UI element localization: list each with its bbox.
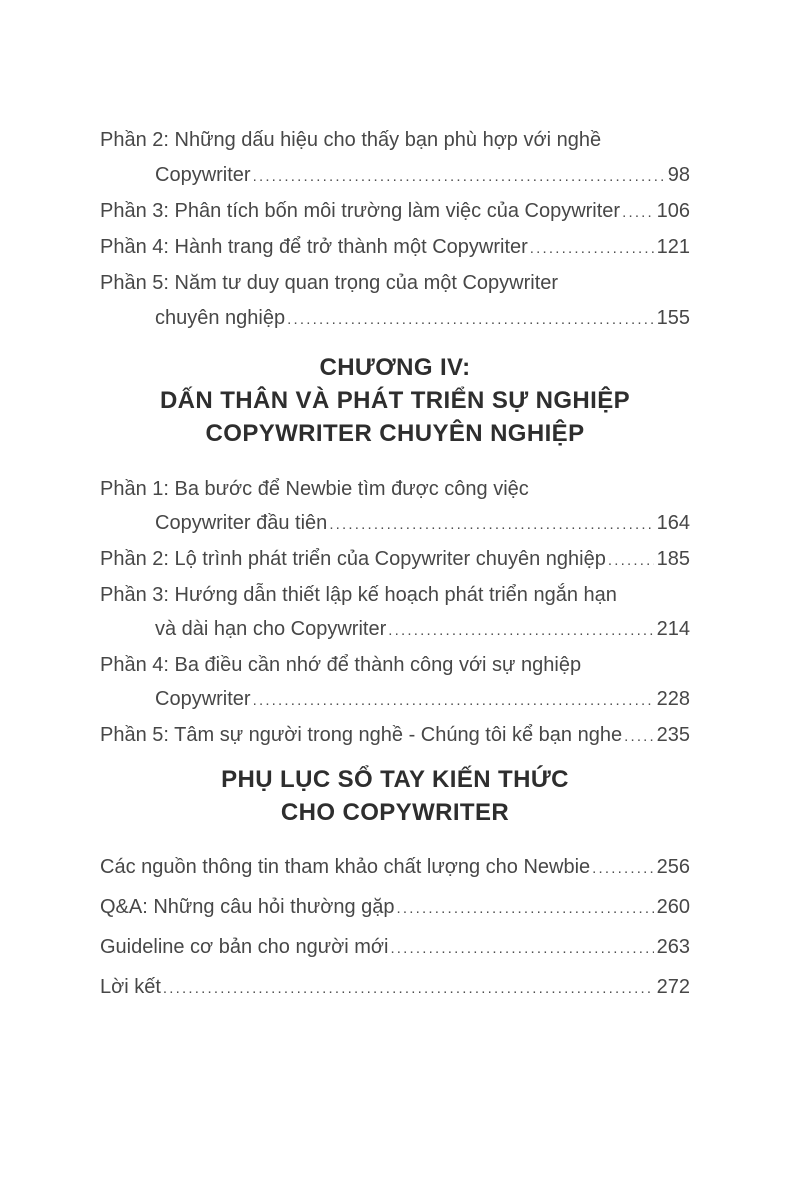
toc-entry-text: Phần 2: Những dấu hiệu cho thấy bạn phù hợp với nghề [100, 129, 602, 151]
page-number: 235 [656, 724, 690, 746]
toc-entry [100, 648, 690, 718]
appendix-toc-block [100, 848, 690, 1008]
page-number: 106 [656, 200, 690, 222]
toc-entry-line [100, 848, 690, 888]
toc-entry-line [100, 542, 690, 578]
toc-entry-text: Phần 5: Tâm sự người trong nghề - Chúng tôi kể bạn nghe [100, 724, 623, 746]
dot-leader [592, 848, 653, 888]
chapter-heading-line: COPYWRITER CHUYÊN NGHIỆP [205, 420, 585, 447]
page-number: 214 [656, 618, 690, 640]
dot-leader [253, 158, 665, 194]
toc-entry [100, 266, 690, 337]
toc-entry-text: Phần 4: Ba điều cần nhớ để thành công với sự nghiệp [100, 654, 582, 676]
toc-entry [100, 578, 690, 648]
chapter-heading-line: DẤN THÂN VÀ PHÁT TRIỂN SỰ NGHIỆP [159, 387, 631, 414]
dot-leader [624, 718, 654, 754]
toc-entry-text: Q&A: Những câu hỏi thường gặp [100, 896, 395, 918]
appendix-heading-line: PHỤ LỤC SỔ TAY KIẾN THỨC [221, 766, 569, 793]
toc-entry-line [100, 472, 690, 506]
chapter4-toc-block [100, 472, 690, 754]
toc-entry-text: Phần 4: Hành trang để trở thành một Copywriter [100, 236, 528, 258]
dot-leader [388, 612, 653, 648]
toc-entry-text: Phần 5: Năm tư duy quan trọng của một Copywriter [100, 272, 559, 294]
toc-entry-text: Phần 3: Hướng dẫn thiết lập kế hoạch phát triển ngắn hạn [100, 584, 617, 606]
toc-entry-line [100, 158, 690, 194]
toc-entry-line [100, 928, 690, 968]
toc-entry [100, 542, 690, 578]
toc-entry-line [100, 682, 690, 718]
toc-entry-line [100, 506, 690, 542]
dot-leader [390, 928, 653, 968]
toc-entry-text: Phần 3: Phân tích bốn môi trường làm việc của Copywriter [100, 200, 621, 222]
dot-leader [622, 194, 654, 230]
toc-entry-text: Các nguồn thông tin tham khảo chất lượng cho Newbie [100, 856, 591, 878]
page-number: 260 [656, 896, 690, 918]
chapter4-heading [100, 351, 690, 450]
page-number: 256 [656, 856, 690, 878]
page-number: 228 [656, 688, 690, 710]
appendix-heading [100, 763, 690, 829]
dot-leader [530, 230, 654, 266]
dot-leader [287, 301, 654, 337]
chapter3-toc-block [100, 123, 690, 337]
toc-entry-line [100, 578, 690, 612]
dot-leader [329, 506, 653, 542]
toc-entry-text: Copywriter [155, 688, 251, 710]
toc-entry [100, 718, 690, 754]
toc-entry-line [100, 888, 690, 928]
page-number: 272 [656, 976, 690, 998]
toc-entry-line [100, 648, 690, 682]
toc-entry-line [100, 301, 690, 337]
toc-entry [100, 968, 690, 1008]
page-number: 98 [667, 164, 690, 186]
toc-entry-line [100, 612, 690, 648]
toc-entry-text: Lời kết [100, 976, 161, 998]
toc-entry [100, 230, 690, 266]
chapter-heading-line: CHƯƠNG IV: [319, 354, 471, 381]
dot-leader [163, 968, 654, 1008]
toc-entry-text: Phần 1: Ba bước để Newbie tìm được công việc [100, 478, 529, 500]
toc-entry [100, 194, 690, 230]
toc-entry-line [100, 266, 690, 301]
page-number: 263 [656, 936, 690, 958]
dot-leader [608, 542, 654, 578]
toc-entry-text: Guideline cơ bản cho người mới [100, 936, 389, 958]
toc-entry-text: Copywriter đầu tiên [155, 512, 328, 534]
toc-entry [100, 472, 690, 542]
toc-entry-line [100, 123, 690, 158]
page-number: 185 [656, 548, 690, 570]
toc-entry-line [100, 968, 690, 1008]
dot-leader [253, 682, 654, 718]
toc-entry-text: chuyên nghiệp [155, 307, 286, 329]
page-number: 121 [656, 236, 690, 258]
dot-leader [397, 888, 654, 928]
page-number: 155 [656, 307, 690, 329]
toc-entry-line [100, 230, 690, 266]
toc-entry-text: Copywriter [155, 164, 251, 186]
toc-entry-text: và dài hạn cho Copywriter [155, 618, 387, 640]
toc-entry-text: Phần 2: Lộ trình phát triển của Copywriter chuyên nghiệp [100, 548, 606, 570]
toc-entry [100, 848, 690, 888]
toc-entry [100, 928, 690, 968]
appendix-heading-line: CHO COPYWRITER [280, 799, 510, 826]
page-number: 164 [656, 512, 690, 534]
toc-entry-line [100, 718, 690, 754]
toc-entry-line [100, 194, 690, 230]
toc-entry [100, 123, 690, 194]
toc-entry [100, 888, 690, 928]
